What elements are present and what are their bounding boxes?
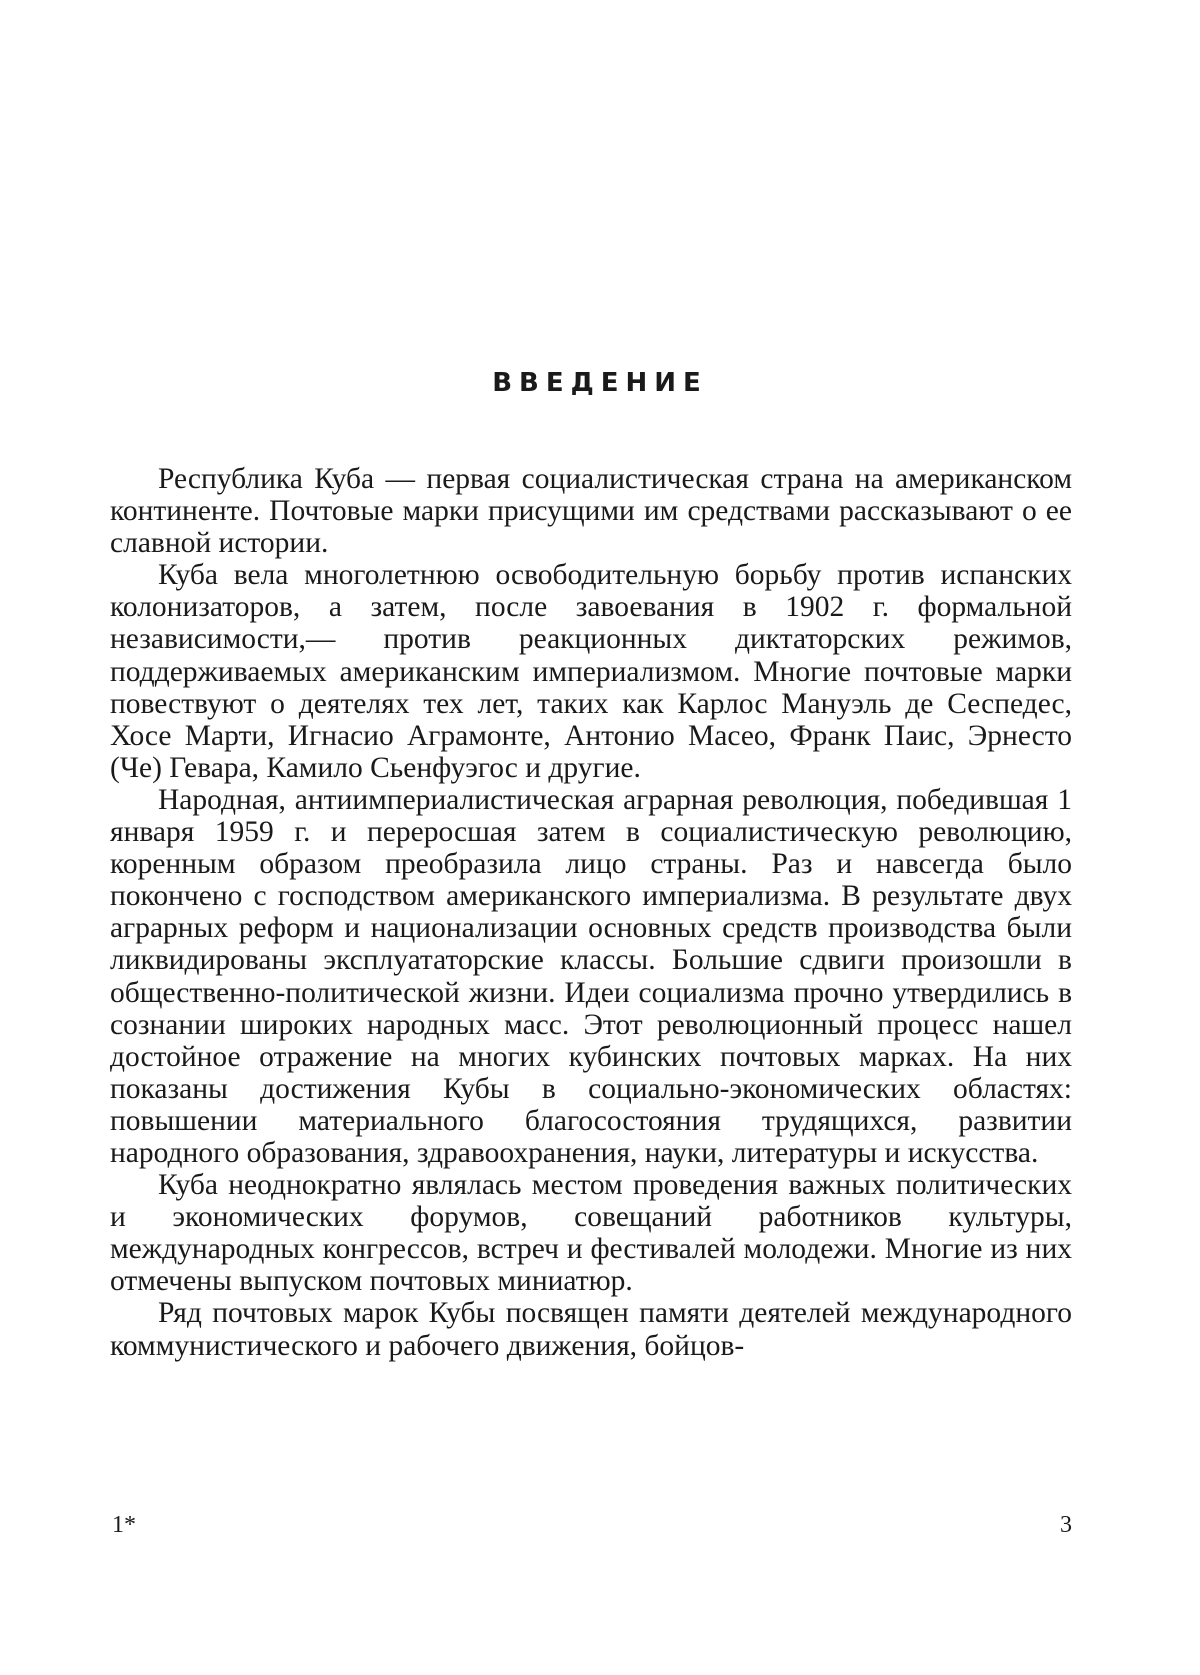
page-number: 3	[1060, 1512, 1072, 1539]
paragraph: Республика Куба — первая социалистическая страна на американском континенте. Почтовые марки присущими им средствами рассказывают о ее славной истории.	[110, 463, 1072, 559]
chapter-title: ВВЕДЕНИЕ	[0, 368, 1200, 398]
paragraph: Ряд почтовых марок Кубы посвящен памяти деятелей международного коммунистического и рабочего движения, бойцов-	[110, 1297, 1072, 1361]
book-page	[0, 0, 1200, 1675]
paragraph: Куба вела многолетнюю освободительную борьбу против испанских колонизаторов, а затем, после завоевания в 1902 г. формальной независимости,— против реакционных диктаторских режимов, поддерживаемых американским империализмом. Многие почтовые марки повествуют о деятелях тех лет, таких как Карлос Мануэль де Сеспедес, Хосе Марти, Игнасио Аграмонте, Антонио Масео, Франк Паис, Эрнесто (Че) Гевара, Камило Сьенфуэгос и другие.	[110, 559, 1072, 784]
paragraph: Народная, антиимпериалистическая аграрная революция, победившая 1 января 1959 г. и переросшая затем в социалистическую революцию, коренным образом преобразила лицо страны. Раз и навсегда было покончено с господством американского империализма. В результате двух аграрных реформ и национализации основных средств производства были ликвидированы эксплуататорские классы. Большие сдвиги произошли в общественно-политической жизни. Идеи социализма прочно утвердились в сознании широких народных масс. Этот революционный процесс нашел достойное отражение на многих кубинских почтовых марках. На них показаны достижения Кубы в социально-экономических областях: повышении материального благосостояния трудящихся, развитии народного образования, здравоохранения, науки, литературы и искусства.	[110, 784, 1072, 1169]
signature-mark: 1*	[112, 1512, 136, 1539]
body-text	[110, 463, 1072, 1362]
paragraph: Куба неоднократно являлась местом проведения важных политических и экономических форумов, совещаний работников культуры, международных конгрессов, встреч и фестивалей молодежи. Многие из них отмечены выпуском почтовых миниатюр.	[110, 1169, 1072, 1297]
